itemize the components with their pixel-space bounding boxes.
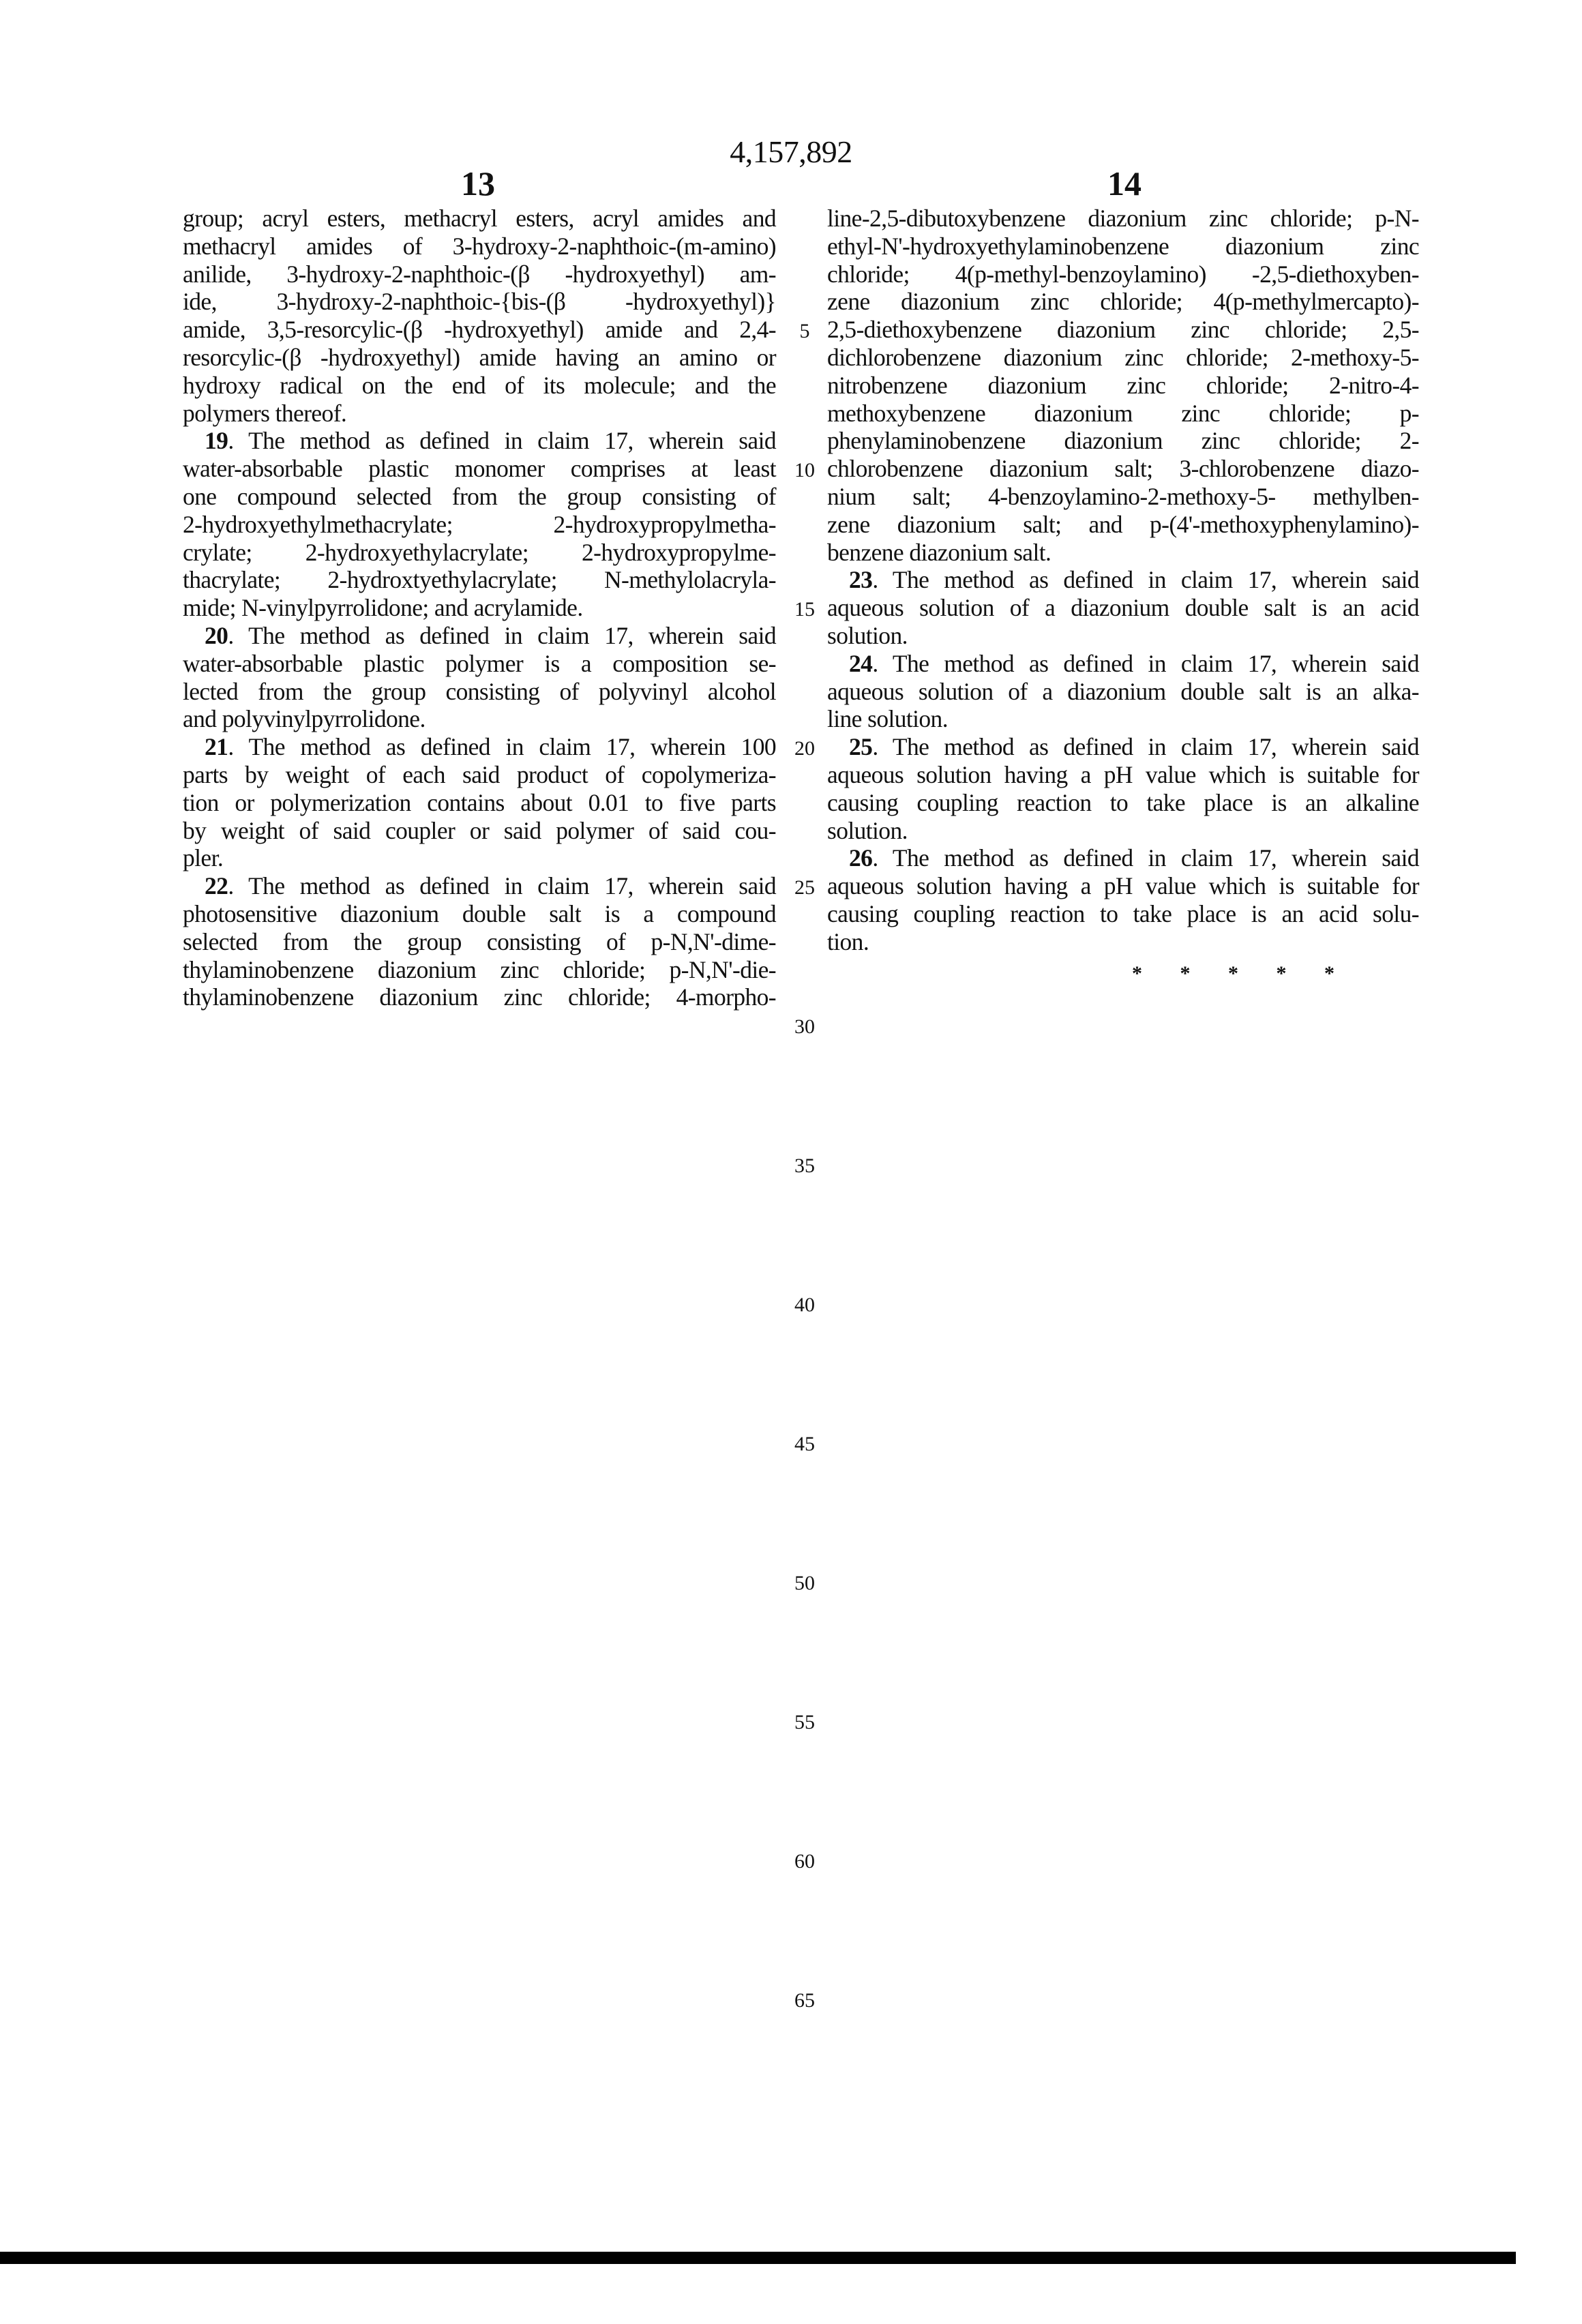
line-text: phenylaminobenzene diazonium zinc chloride; 2-	[827, 427, 1419, 454]
claim-start-line	[827, 733, 1419, 761]
line-text: . The method as defined in claim 17, wherein said	[228, 622, 776, 649]
text-line	[183, 844, 776, 872]
left-column-number: 13	[461, 164, 495, 203]
line-number: 50	[788, 1572, 822, 1595]
line-text: solution.	[827, 817, 908, 844]
claim-number: 24	[849, 650, 872, 677]
line-text: mide; N-vinylpyrrolidone; and acrylamide.	[183, 594, 583, 621]
claim-start-line	[183, 872, 776, 900]
line-text: aqueous solution of a diazonium double salt is an alka-	[827, 678, 1419, 705]
right-column-number: 14	[1107, 164, 1141, 203]
line-text: parts by weight of each said product of copolymeriza-	[183, 761, 776, 788]
text-line	[183, 705, 776, 733]
line-text: . The method as defined in claim 17, wherein said	[872, 733, 1419, 760]
text-line	[183, 539, 776, 567]
line-number: 5	[788, 320, 822, 343]
line-text: aqueous solution having a pH value which is suitable for	[827, 872, 1419, 899]
text-line	[827, 900, 1419, 928]
line-text: polymers thereof.	[183, 400, 346, 427]
text-line	[827, 539, 1419, 567]
text-line	[827, 455, 1419, 483]
claim-number: 23	[849, 566, 872, 593]
text-line	[183, 455, 776, 483]
text-line	[183, 400, 776, 428]
text-line	[827, 761, 1419, 789]
line-text: tion or polymerization contains about 0.01 to five parts	[183, 789, 776, 816]
text-line	[183, 900, 776, 928]
line-number: 30	[788, 1015, 822, 1039]
line-number: 45	[788, 1433, 822, 1456]
claim-start-line	[183, 733, 776, 761]
text-line	[183, 678, 776, 706]
text-line	[183, 817, 776, 845]
text-line	[827, 928, 1419, 956]
line-text: by weight of said coupler or said polymer of said cou-	[183, 817, 776, 844]
claim-start-line	[183, 622, 776, 650]
line-text: . The method as defined in claim 17, wherein said	[872, 844, 1419, 872]
line-number: 25	[788, 876, 822, 899]
text-line	[183, 983, 776, 1011]
text-line	[827, 205, 1419, 233]
line-number: 10	[788, 459, 822, 482]
claim-number: 21	[205, 733, 228, 760]
claim-number: 19	[205, 427, 228, 454]
text-line	[827, 288, 1419, 316]
text-line	[183, 789, 776, 817]
line-text: methoxybenzene diazonium zinc chloride; p-	[827, 400, 1419, 427]
claim-number: 22	[205, 872, 228, 899]
line-text: line-2,5-dibutoxybenzene diazonium zinc chloride; p-N-	[827, 205, 1419, 232]
text-line	[827, 511, 1419, 539]
line-number: 15	[788, 598, 822, 621]
line-text: pler.	[183, 844, 223, 872]
line-text: benzene diazonium salt.	[827, 539, 1051, 566]
line-number: 35	[788, 1154, 822, 1178]
text-line	[183, 483, 776, 511]
line-text: chloride; 4(p-methyl-benzoylamino) -2,5-diethoxyben-	[827, 260, 1419, 288]
line-text: ide, 3-hydroxy-2-naphthoic-{bis-(β -hydroxyethyl)}	[183, 288, 776, 315]
text-line	[183, 233, 776, 260]
text-line	[183, 566, 776, 594]
line-text: . The method as defined in claim 17, wherein 100	[228, 733, 776, 760]
text-line	[183, 761, 776, 789]
text-line	[827, 678, 1419, 706]
line-text: . The method as defined in claim 17, wherein said	[872, 566, 1419, 593]
line-text: zene diazonium salt; and p-(4'-methoxyphenylamino)-	[827, 511, 1419, 538]
line-text: photosensitive diazonium double salt is a compound	[183, 900, 776, 927]
line-text: lected from the group consisting of polyvinyl alcohol	[183, 678, 776, 705]
text-line	[183, 511, 776, 539]
line-text: aqueous solution of a diazonium double salt is an acid	[827, 594, 1419, 621]
claim-start-line	[183, 427, 776, 455]
line-text: dichlorobenzene diazonium zinc chloride; 2-methoxy-5-	[827, 344, 1419, 371]
line-text: thacrylate; 2-hydroxtyethylacrylate; N-methylolacryla-	[183, 566, 776, 593]
line-text: hydroxy radical on the end of its molecule; and the	[183, 372, 776, 399]
text-line	[827, 316, 1419, 344]
line-text: aqueous solution having a pH value which is suitable for	[827, 761, 1419, 788]
claim-start-line	[827, 650, 1419, 678]
text-line	[827, 233, 1419, 260]
line-number: 60	[788, 1850, 822, 1873]
line-text: tion.	[827, 928, 869, 955]
line-text: 2,5-diethoxybenzene diazonium zinc chloride; 2,5-	[827, 316, 1419, 343]
line-text: . The method as defined in claim 17, wherein said	[228, 427, 776, 454]
patent-number: 4,157,892	[0, 134, 1582, 170]
text-line	[827, 622, 1419, 650]
line-text: thylaminobenzene diazonium zinc chloride; p-N,N'-die-	[183, 956, 776, 983]
line-number: 65	[788, 1989, 822, 2012]
line-text: 2-hydroxyethylmethacrylate; 2-hydroxypropylmetha-	[183, 511, 776, 538]
text-line	[183, 260, 776, 288]
line-number: 20	[788, 737, 822, 760]
text-line	[827, 400, 1419, 428]
text-line	[183, 650, 776, 678]
line-text: nium salt; 4-benzoylamino-2-methoxy-5- methylben-	[827, 483, 1419, 510]
claim-number: 20	[205, 622, 228, 649]
line-text: causing coupling reaction to take place is an acid solu-	[827, 900, 1419, 927]
line-text: chlorobenzene diazonium salt; 3-chlorobenzene diazo-	[827, 455, 1419, 482]
text-line	[183, 956, 776, 984]
line-text: group; acryl esters, methacryl esters, acryl amides and	[183, 205, 776, 232]
line-text: and polyvinylpyrrolidone.	[183, 705, 426, 732]
text-line	[183, 205, 776, 233]
claim-number: 26	[849, 844, 872, 872]
line-text: line solution.	[827, 705, 948, 732]
text-line	[827, 872, 1419, 900]
text-line	[183, 344, 776, 372]
line-text: one compound selected from the group consisting of	[183, 483, 776, 510]
text-line	[183, 316, 776, 344]
line-text: water-absorbable plastic monomer comprises at least	[183, 455, 776, 482]
line-text: solution.	[827, 622, 908, 649]
line-text: thylaminobenzene diazonium zinc chloride; 4-morpho-	[183, 983, 776, 1011]
text-line	[183, 372, 776, 400]
claim-start-line	[827, 566, 1419, 594]
line-text: crylate; 2-hydroxyethylacrylate; 2-hydroxypropylme-	[183, 539, 776, 566]
line-text: causing coupling reaction to take place is an alkaline	[827, 789, 1419, 816]
text-line	[183, 288, 776, 316]
line-text: nitrobenzene diazonium zinc chloride; 2-nitro-4-	[827, 372, 1419, 399]
line-text: resorcylic-(β -hydroxyethyl) amide having an amino or	[183, 344, 776, 371]
text-line	[827, 427, 1419, 455]
right-column-text	[827, 205, 1419, 987]
claim-number: 25	[849, 733, 872, 760]
line-text: . The method as defined in claim 17, wherein said	[872, 650, 1419, 677]
text-line	[827, 705, 1419, 733]
text-line	[827, 817, 1419, 845]
end-of-document-stars: * * * * *	[827, 960, 1419, 988]
line-text: ethyl-N'-hydroxyethylaminobenzene diazonium zinc	[827, 233, 1419, 260]
text-line	[183, 928, 776, 956]
line-text: methacryl amides of 3-hydroxy-2-naphthoic-(m-amino)	[183, 233, 776, 260]
line-text: water-absorbable plastic polymer is a composition se-	[183, 650, 776, 677]
text-line	[827, 344, 1419, 372]
line-text: anilide, 3-hydroxy-2-naphthoic-(β -hydroxyethyl) am-	[183, 260, 776, 288]
line-number: 55	[788, 1711, 822, 1734]
bottom-rule	[0, 2252, 1516, 2264]
text-line	[827, 789, 1419, 817]
text-line	[827, 372, 1419, 400]
line-text: zene diazonium zinc chloride; 4(p-methylmercapto)-	[827, 288, 1419, 315]
left-column-text	[183, 205, 776, 1011]
line-number: 40	[788, 1294, 822, 1317]
line-text: selected from the group consisting of p-N,N'-dime-	[183, 928, 776, 955]
text-line	[183, 594, 776, 622]
text-line	[827, 260, 1419, 288]
claim-start-line	[827, 844, 1419, 872]
line-text: . The method as defined in claim 17, wherein said	[228, 872, 776, 899]
text-line	[827, 483, 1419, 511]
text-line	[827, 594, 1419, 622]
line-text: amide, 3,5-resorcylic-(β -hydroxyethyl) amide and 2,4-	[183, 316, 776, 343]
